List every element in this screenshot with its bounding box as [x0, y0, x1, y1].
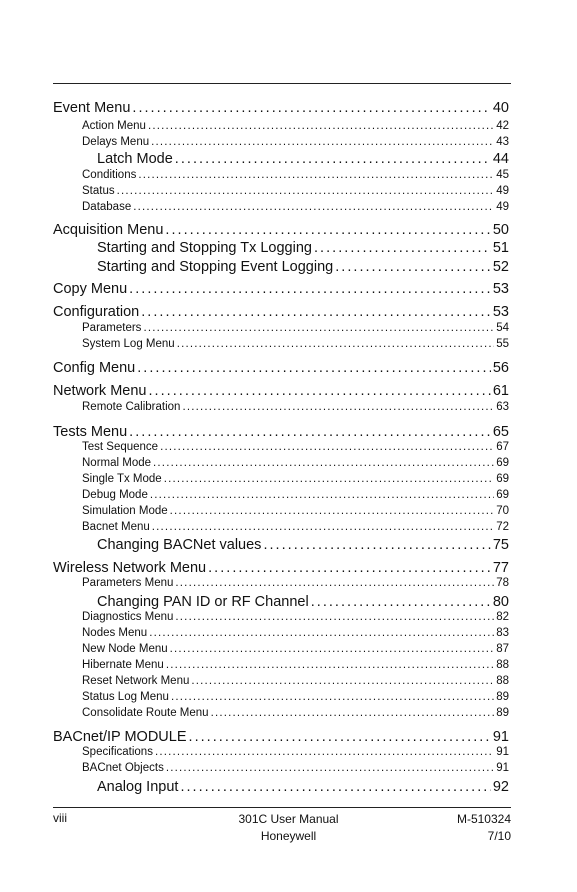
toc-leader-dots: [263, 537, 490, 553]
toc-entry-page: 89: [496, 707, 509, 719]
toc-entry-title: Remote Calibration: [82, 401, 181, 413]
toc-leader-dots: [132, 100, 490, 116]
toc-entry-title: Changing PAN ID or RF Channel: [97, 594, 309, 610]
toc-entry-title: Bacnet Menu: [82, 521, 150, 533]
toc-entry-title: Starting and Stopping Tx Logging: [97, 240, 312, 256]
toc-leader-dots: [311, 594, 491, 610]
toc-entry-page: 53: [492, 281, 509, 297]
toc-leader-dots: [160, 441, 494, 453]
toc-entry[interactable]: [82, 338, 509, 350]
toc-leader-dots: [148, 383, 490, 399]
toc-entry-title: Diagnostics Menu: [82, 611, 174, 623]
toc-entry-page: 44: [492, 151, 509, 167]
toc-entry[interactable]: [82, 201, 509, 213]
toc-entry[interactable]: [53, 281, 509, 297]
toc-leader-dots: [171, 691, 494, 703]
footer-manual-title: 301C User Manual: [238, 812, 339, 826]
toc-leader-dots: [155, 746, 494, 758]
toc-leader-dots: [166, 762, 494, 774]
toc-entry-page: 45: [496, 169, 509, 181]
toc-entry[interactable]: [82, 521, 509, 533]
toc-entry[interactable]: [53, 360, 509, 376]
toc-entry[interactable]: [97, 779, 509, 795]
toc-entry-title: Parameters Menu: [82, 577, 174, 589]
toc-leader-dots: [149, 627, 494, 639]
toc-entry[interactable]: [97, 594, 509, 610]
footer-right: [457, 811, 511, 845]
toc-entry[interactable]: [97, 240, 509, 256]
toc-leader-dots: [138, 169, 494, 181]
footer-date: 7/10: [487, 829, 511, 843]
toc-entry-page: 50: [492, 222, 509, 238]
toc-entry-title: Parameters: [82, 322, 142, 334]
toc-entry-page: 92: [492, 779, 509, 795]
toc-leader-dots: [153, 457, 494, 469]
toc-entry[interactable]: [82, 611, 509, 623]
toc-entry-page: 69: [496, 489, 509, 501]
toc-entry[interactable]: [53, 383, 509, 399]
toc-entry-page: 72: [496, 521, 509, 533]
toc-entry[interactable]: [82, 136, 509, 148]
toc-entry-page: 69: [496, 473, 509, 485]
toc-entry[interactable]: [82, 185, 509, 197]
toc-entry-title: BACnet Objects: [82, 762, 164, 774]
toc-entry-title: Status: [82, 185, 115, 197]
toc-entry-page: 53: [492, 304, 509, 320]
toc-leader-dots: [165, 222, 490, 238]
toc-entry[interactable]: [53, 560, 509, 576]
toc-entry-page: 91: [492, 729, 509, 745]
footer-page-number: viii: [53, 811, 67, 825]
toc-entry-title: Simulation Mode: [82, 505, 168, 517]
toc-leader-dots: [170, 505, 495, 517]
toc-entry-title: Consolidate Route Menu: [82, 707, 209, 719]
toc-entry-title: Analog Input: [97, 779, 179, 795]
toc-leader-dots: [129, 424, 491, 440]
toc-leader-dots: [164, 473, 495, 485]
toc-leader-dots: [189, 729, 491, 745]
toc-entry-page: 61: [492, 383, 509, 399]
toc-entry-title: Status Log Menu: [82, 691, 169, 703]
toc-entry-page: 54: [496, 322, 509, 334]
toc-entry[interactable]: [53, 304, 509, 320]
toc-entry-title: Acquisition Menu: [53, 222, 164, 238]
toc-leader-dots: [175, 151, 491, 167]
toc-entry-title: Conditions: [82, 169, 137, 181]
toc-entry-title: Action Menu: [82, 120, 146, 132]
toc-leader-dots: [182, 401, 494, 413]
toc-entry-page: 43: [496, 136, 509, 148]
toc-entry-page: 51: [492, 240, 509, 256]
toc-entry-title: Wireless Network Menu: [53, 560, 207, 576]
toc-entry-page: 89: [496, 691, 509, 703]
toc-entry-page: 56: [492, 360, 509, 376]
toc-entry-title: Copy Menu: [53, 281, 128, 297]
toc-entry[interactable]: [82, 322, 509, 334]
toc-entry-title: New Node Menu: [82, 643, 168, 655]
toc-entry-page: 87: [496, 643, 509, 655]
toc-entry-page: 52: [492, 259, 509, 275]
toc-entry[interactable]: [82, 489, 509, 501]
toc-entry-title: BACnet/IP MODULE: [53, 729, 187, 745]
toc-leader-dots: [141, 304, 491, 320]
toc-entry[interactable]: [82, 691, 509, 703]
toc-entry[interactable]: [82, 746, 509, 758]
toc-entry[interactable]: [82, 441, 509, 453]
toc-entry-page: 69: [496, 457, 509, 469]
toc-entry-page: 83: [496, 627, 509, 639]
toc-entry[interactable]: [97, 537, 509, 553]
toc-entry-title: Hibernate Menu: [82, 659, 164, 671]
toc-leader-dots: [175, 611, 494, 623]
toc-entry[interactable]: [82, 505, 509, 517]
toc-entry-page: 91: [496, 746, 509, 758]
toc-leader-dots: [170, 643, 495, 655]
toc-entry[interactable]: [82, 169, 509, 181]
toc-leader-dots: [211, 707, 495, 719]
toc-leader-dots: [137, 360, 491, 376]
footer-company: Honeywell: [260, 829, 317, 843]
toc-entry-page: 70: [496, 505, 509, 517]
toc-entry[interactable]: [82, 457, 509, 469]
toc-leader-dots: [180, 779, 490, 795]
footer-rule: [53, 807, 511, 808]
toc-entry-page: 65: [492, 424, 509, 440]
toc-leader-dots: [117, 185, 495, 197]
toc-entry-title: Specifications: [82, 746, 153, 758]
toc-entry[interactable]: [53, 729, 509, 745]
toc-entry[interactable]: [97, 151, 509, 167]
toc-leader-dots: [152, 521, 494, 533]
toc-leader-dots: [175, 577, 494, 589]
toc-entry-title: Reset Network Menu: [82, 675, 190, 687]
toc-entry-page: 40: [492, 100, 509, 116]
toc-leader-dots: [208, 560, 491, 576]
toc-entry-page: 42: [496, 120, 509, 132]
toc-leader-dots: [143, 322, 494, 334]
header-rule: [53, 83, 511, 84]
toc-leader-dots: [148, 120, 494, 132]
toc-entry[interactable]: [82, 473, 509, 485]
toc-entry-title: Nodes Menu: [82, 627, 148, 639]
toc-entry-page: 88: [496, 659, 509, 671]
toc-entry-title: Changing BACNet values: [97, 537, 262, 553]
toc-entry[interactable]: [82, 675, 509, 687]
toc-entry-page: 91: [496, 762, 509, 774]
toc-entry-page: 67: [496, 441, 509, 453]
toc-entry-page: 63: [496, 401, 509, 413]
toc-entry[interactable]: [82, 707, 509, 719]
toc-entry-page: 49: [496, 185, 509, 197]
toc-leader-dots: [191, 675, 494, 687]
toc-entry-title: Debug Mode: [82, 489, 148, 501]
toc-entry-title: Database: [82, 201, 132, 213]
toc-entry[interactable]: [82, 401, 509, 413]
toc-entry-title: Normal Mode: [82, 457, 152, 469]
toc-leader-dots: [335, 259, 491, 275]
toc-leader-dots: [314, 240, 491, 256]
toc-entry-title: Starting and Stopping Event Logging: [97, 259, 334, 275]
toc-entry[interactable]: [82, 627, 509, 639]
toc-entry-title: System Log Menu: [82, 338, 175, 350]
toc-entry[interactable]: [82, 577, 509, 589]
footer-doc-number: M-510324: [456, 812, 511, 826]
toc-entry-page: 49: [496, 201, 509, 213]
toc-entry-title: Configuration: [53, 304, 140, 320]
toc-entry-title: Test Sequence: [82, 441, 159, 453]
toc-leader-dots: [133, 201, 494, 213]
toc-entry[interactable]: [53, 424, 509, 440]
toc-entry-title: Delays Menu: [82, 136, 150, 148]
toc-leader-dots: [151, 136, 494, 148]
toc-entry-page: 55: [496, 338, 509, 350]
toc-entry[interactable]: [82, 120, 509, 132]
toc-leader-dots: [177, 338, 495, 350]
toc-entry[interactable]: [82, 762, 509, 774]
toc-entry[interactable]: [82, 643, 509, 655]
toc-entry[interactable]: [53, 100, 509, 116]
toc-entry-title: Event Menu: [53, 100, 131, 116]
toc-entry-page: 78: [496, 577, 509, 589]
toc-leader-dots: [150, 489, 494, 501]
toc-entry-title: Latch Mode: [97, 151, 173, 167]
toc-leader-dots: [129, 281, 491, 297]
toc-entry[interactable]: [97, 259, 509, 275]
toc-entry-title: Tests Menu: [53, 424, 128, 440]
toc-entry-page: 75: [492, 537, 509, 553]
toc-entry[interactable]: [53, 222, 509, 238]
toc-entry-title: Config Menu: [53, 360, 136, 376]
toc-entry-title: Network Menu: [53, 383, 147, 399]
toc-entry-title: Single Tx Mode: [82, 473, 162, 485]
toc-leader-dots: [166, 659, 494, 671]
toc-entry-page: 88: [496, 675, 509, 687]
toc-entry-page: 77: [492, 560, 509, 576]
toc-entry-page: 82: [496, 611, 509, 623]
toc-entry-page: 80: [492, 594, 509, 610]
toc-entry[interactable]: [82, 659, 509, 671]
